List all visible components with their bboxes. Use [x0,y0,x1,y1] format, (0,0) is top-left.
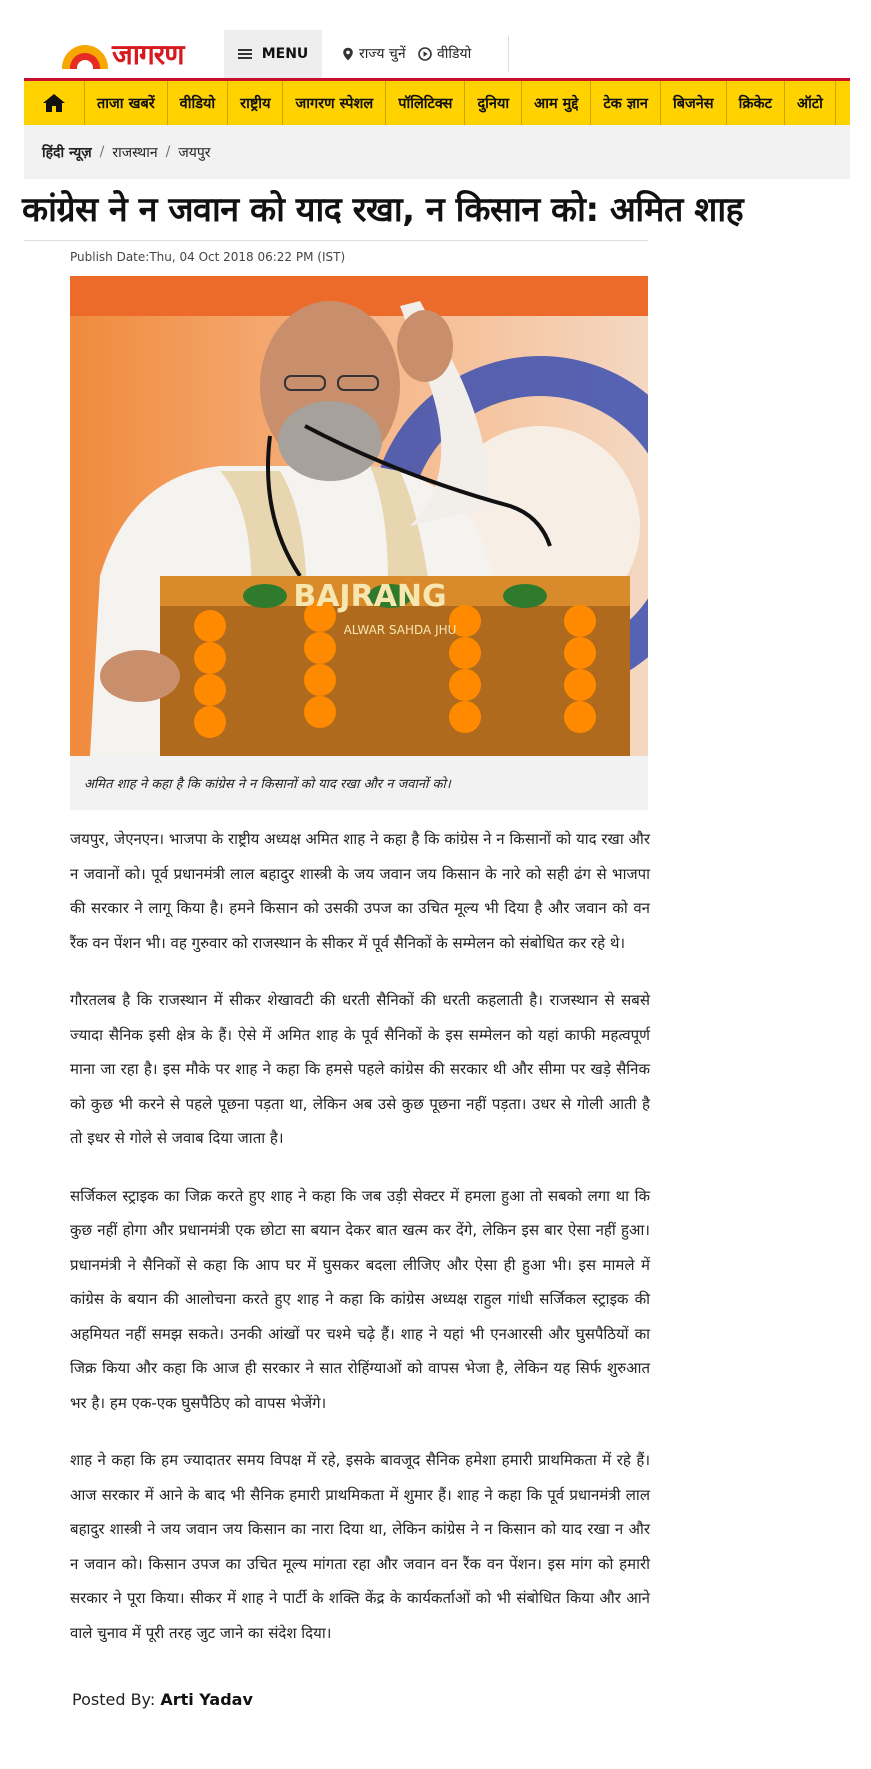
menu-button[interactable] [224,30,322,78]
nav-item-business[interactable]: बिजनेस [661,81,727,125]
article-paragraph: गौरतलब है कि राजस्थान में सीकर शेखावटी की धरती सैनिकों की धरती कहलाती है। राजस्थान से सबसे ज्यादा सैनिक इसी क्षेत्र के हैं। ऐसे में अमित शाह के पूर्व सैनिकों के इस सम्मेलन को यहां काफी महत्वपूर्ण माना जा रहा है। इस मौके पर शाह ने कहा कि हमसे पहले कांग्रेस की सरकार थी और सीमा पर खड़े सैनिक को कुछ भी करने से पहले पूछना पड़ता था, लेकिन अब उसे कुछ पूछना नहीं पड़ता। उधर से गोली आती है तो इधर से गोले से जवाब दिया जाता है। [70,991,650,1147]
main-nav [24,81,850,125]
header-divider [508,36,509,72]
page-title: कांग्रेस ने न जवान को याद रखा, न किसान को: अमित शाह [22,190,744,230]
photo-caption: अमित शाह ने कहा है कि कांग्रेस ने न किसानों को याद रखा और न जवानों को। [84,777,451,792]
posted-by-label: Posted By: [72,1690,156,1709]
nav-item-politics[interactable]: पॉलिटिक्स [386,81,465,125]
nav-item-national[interactable]: राष्ट्रीय [228,81,283,125]
nav-item-issues[interactable]: आम मुद्दे [522,81,591,125]
headline-divider [24,240,648,241]
article-body [70,822,650,1673]
menu-label: MENU [261,46,309,62]
breadcrumb [24,125,850,179]
video-link[interactable] [418,44,471,63]
logo-text: जागरण [112,38,184,71]
photo-banner-text: BAJRANG [293,579,447,614]
photo-sub-text: ALWAR SAHDA JHU [343,623,457,637]
nav-item-latest[interactable]: ताजा खबरें [85,81,168,125]
breadcrumb-jaipur[interactable]: जयपुर [178,144,211,161]
posted-by [72,1690,253,1709]
breadcrumb-separator: / [99,144,105,160]
play-circle-icon [418,47,432,61]
nav-item-jagran-special[interactable]: जागरण स्पेशल [283,81,386,125]
breadcrumb-rajasthan[interactable]: राजस्थान [112,144,158,161]
author-name[interactable]: Arti Yadav [160,1690,253,1709]
publish-date: Publish Date:Thu, 04 Oct 2018 06:22 PM (IST) [70,250,346,264]
nav-item-video[interactable]: वीडियो [168,81,229,125]
home-icon [42,93,66,113]
hamburger-icon [238,49,252,59]
state-select-link[interactable] [342,44,406,63]
nav-item-world[interactable]: दुनिया [465,81,522,125]
nav-item-auto[interactable]: ऑटो [785,81,836,125]
article-paragraph: जयपुर, जेएनएन। भाजपा के राष्ट्रीय अध्यक्ष अमित शाह ने कहा है कि कांग्रेस ने न किसानों को याद रखा और न जवानों को। पूर्व प्रधानमंत्री लाल बहादुर शास्त्री के जय जवान जय किसान के नारे को सही ढंग से भाजपा की सरकार ने लागू किया है। हमने किसान को उसकी उपज का उचित मूल्य भी दिया है और जवान को वन रैंक वन पेंशन भी। वह गुरुवार को राजस्थान के सीकर में पूर्व सैनिकों के सम्मेलन को संबोधित कर रहे थे। [70,830,650,952]
location-pin-icon [342,47,354,61]
speaker-at-podium-image [70,276,648,756]
jagran-logo[interactable] [62,36,184,72]
article-paragraph: सर्जिकल स्ट्राइक का जिक्र करते हुए शाह ने कहा कि जब उड़ी सेक्टर में हमला हुआ तो सबको लगा था कि कुछ नहीं होगा और प्रधानमंत्री एक छोटा सा बयान देकर बात खत्म कर देंगे, लेकिन इस बार ऐसा नहीं हुआ। प्रधानमंत्री ने सैनिकों से कहा कि आप घर में घुसकर बदला लीजिए और ऐसा ही हुआ भी। इस मामले में कांग्रेस के बयान की आलोचना करते हुए शाह ने कहा कि कांग्रेस अध्यक्ष राहुल गांधी सर्जिकल स्ट्राइक की अहमियत नहीं समझ सकते। उनकी आंखों पर चश्मे चढ़े हैं। शाह ने यहां भी एनआरसी और घुसपैठियों का जिक्र किया और कहा कि आज ही सरकार ने सात रोहिंग्याओं को वापस भेजा है, लेकिन यह सिर्फ शुरुआत भर है। हम एक-एक घुसपैठिए को वापस भेजेंगे। [70,1186,650,1412]
article-photo [70,276,648,756]
nav-item-cricket[interactable]: क्रिकेट [727,81,785,125]
state-select-label: राज्य चुनें [359,46,406,62]
site-header [24,30,850,80]
photo-caption-box [70,756,648,810]
home-button[interactable] [24,81,85,125]
nav-item-tech[interactable]: टेक ज्ञान [591,81,661,125]
sun-logo-icon [62,45,108,69]
breadcrumb-hindi-news[interactable]: हिंदी न्यूज़ [42,144,92,161]
article-paragraph: शाह ने कहा कि हम ज्यादातर समय विपक्ष में रहे, इसके बावजूद सैनिक हमेशा हमारी प्राथमिकता में रहे हैं। आज सरकार में आने के बाद भी सैनिक हमारी प्राथमिकता में शुमार हैं। शाह ने कहा कि पूर्व प्रधानमंत्री लाल बहादुर शास्त्री ने जय जवान जय किसान का नारा दिया था, लेकिन कांग्रेस ने न किसान को याद रखा न और न जवान को। किसान उपज का उचित मूल्य मांगता रहा और जवान वन रैंक वन पेंशन। इस मांग को हमारी सरकार ने पूरा किया। सीकर में शाह ने पार्टी के शक्ति केंद्र के कार्यकर्ताओं को भी संबोधित किया और आने वाले चुनाव में पूरी तरह जुट जाने का संदेश दिया। [70,1451,650,1642]
breadcrumb-separator: / [165,144,171,160]
video-label: वीडियो [437,46,472,62]
